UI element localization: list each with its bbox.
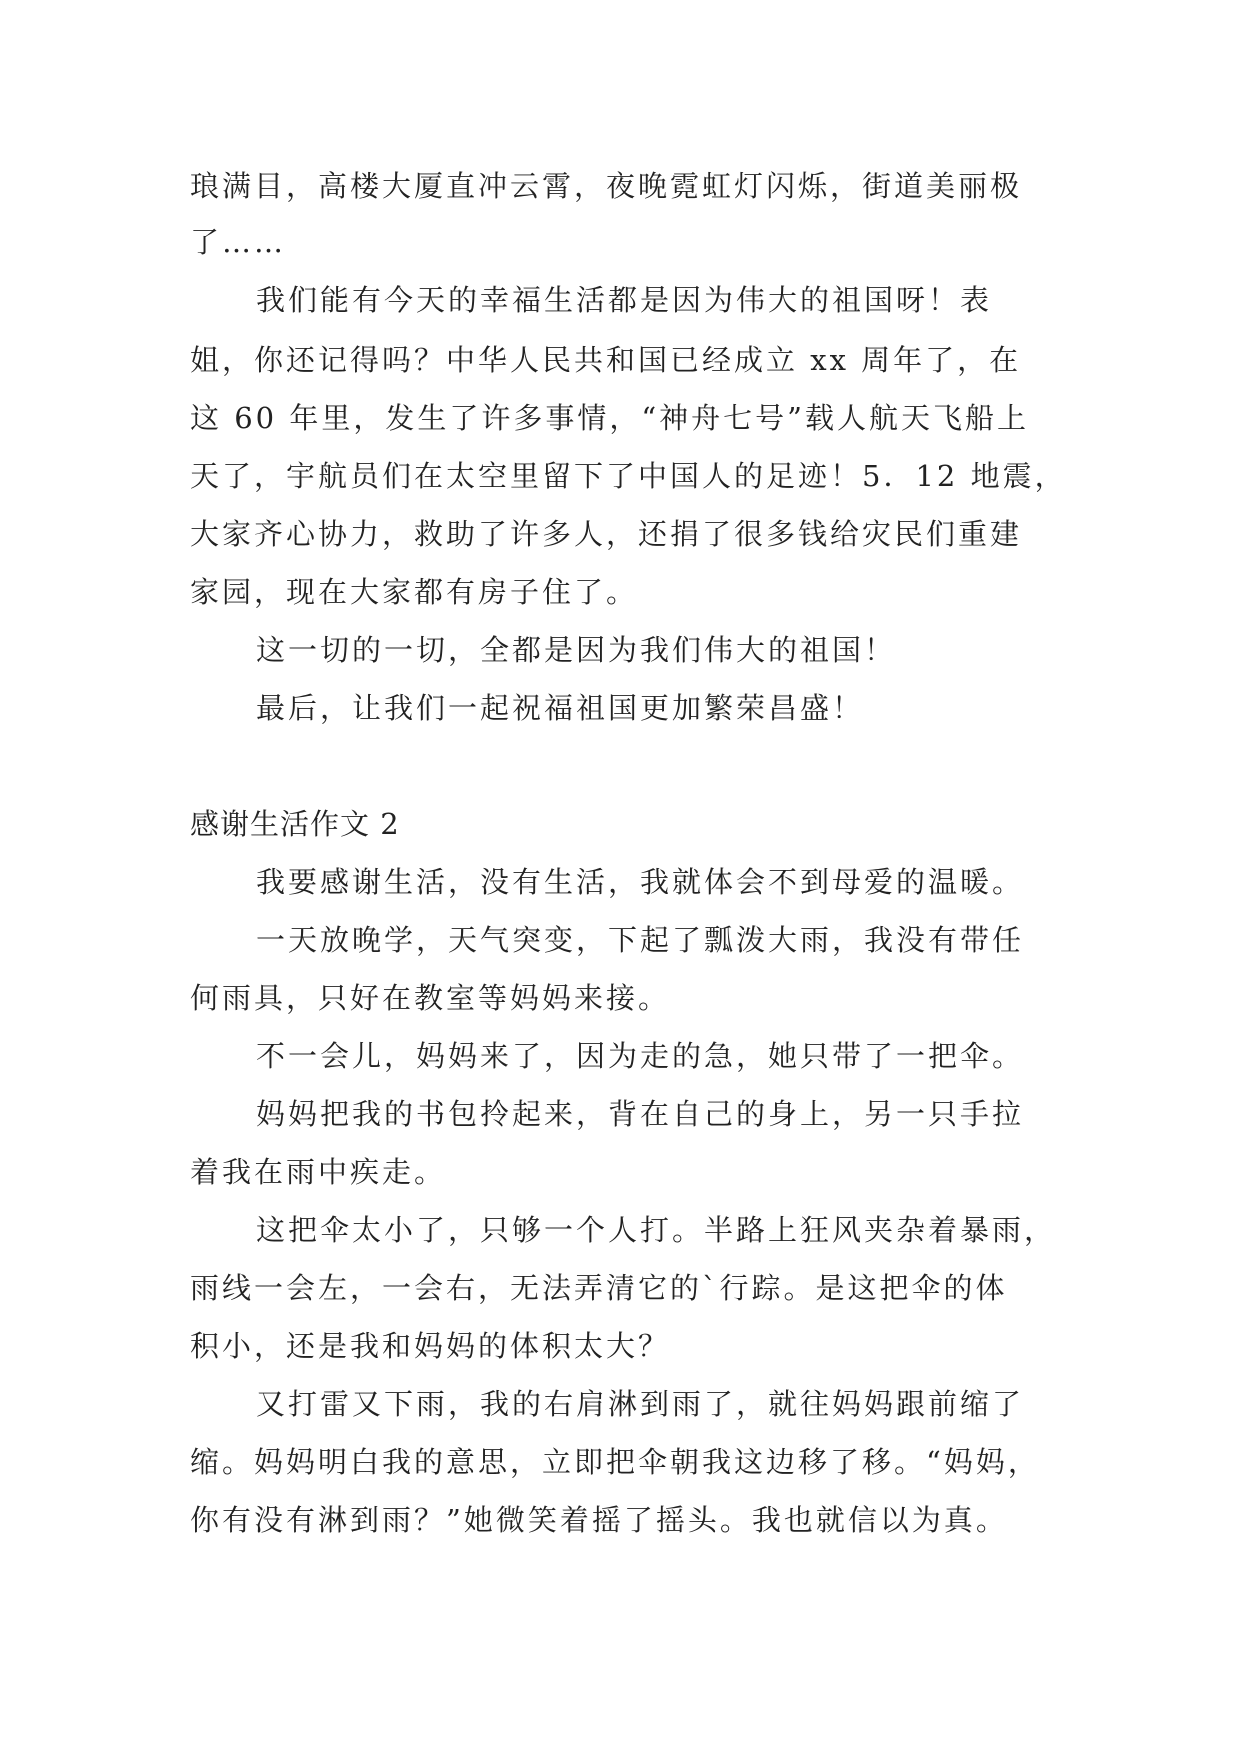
text-line: 最后，让我们一起祝福祖国更加繁荣昌盛！ bbox=[256, 691, 865, 725]
text-line: 这一切的一切，全都是因为我们伟大的祖国！ bbox=[256, 633, 897, 667]
text-line: 了…… bbox=[190, 225, 287, 259]
text-line: 家园，现在大家都有房子住了。 bbox=[190, 575, 639, 609]
text-line: 我们能有今天的幸福生活都是因为伟大的祖国呀！表 bbox=[256, 283, 993, 317]
text-line: 不一会儿，妈妈来了，因为走的急，她只带了一把伞。 bbox=[256, 1039, 1025, 1073]
text-line: 积小，还是我和妈妈的体积太大？ bbox=[190, 1329, 671, 1363]
text-line: 姐，你还记得吗？中华人民共和国已经成立 xx 周年了，在 bbox=[190, 343, 1022, 377]
text-line: 这把伞太小了，只够一个人打。半路上狂风夹杂着暴雨， bbox=[256, 1213, 1057, 1247]
text-line: 又打雷又下雨，我的右肩淋到雨了，就往妈妈跟前缩了 bbox=[256, 1387, 1025, 1421]
text-line: 这 60 年里，发生了许多事情，“神舟七号”载人航天飞船上 bbox=[190, 401, 1029, 435]
text-line: 琅满目，高楼大厦直冲云霄，夜晚霓虹灯闪烁，街道美丽极 bbox=[190, 169, 1023, 203]
text-line: 何雨具，只好在教室等妈妈来接。 bbox=[190, 981, 671, 1015]
text-line: 妈妈把我的书包拎起来，背在自己的身上，另一只手拉 bbox=[256, 1097, 1025, 1131]
text-line: 一天放晚学，天气突变，下起了瓢泼大雨，我没有带任 bbox=[256, 923, 1025, 957]
text-line: 我要感谢生活，没有生活，我就体会不到母爱的温暖。 bbox=[256, 865, 1025, 899]
text-line: 缩。妈妈明白我的意思，立即把伞朝我这边移了移。“妈妈， bbox=[190, 1445, 1040, 1479]
text-line: 你有没有淋到雨？”她微笑着摇了摇头。我也就信以为真。 bbox=[190, 1503, 1008, 1537]
section-heading: 感谢生活作文 2 bbox=[190, 807, 400, 841]
text-line: 着我在雨中疾走。 bbox=[190, 1155, 447, 1189]
text-line: 雨线一会左，一会右，无法弄清它的`行踪。是这把伞的体 bbox=[190, 1271, 1008, 1305]
text-line: 天了，宇航员们在太空里留下了中国人的足迹！5．12 地震， bbox=[190, 459, 1067, 493]
text-line: 大家齐心协力，救助了许多人，还捐了很多钱给灾民们重建 bbox=[190, 517, 1023, 551]
